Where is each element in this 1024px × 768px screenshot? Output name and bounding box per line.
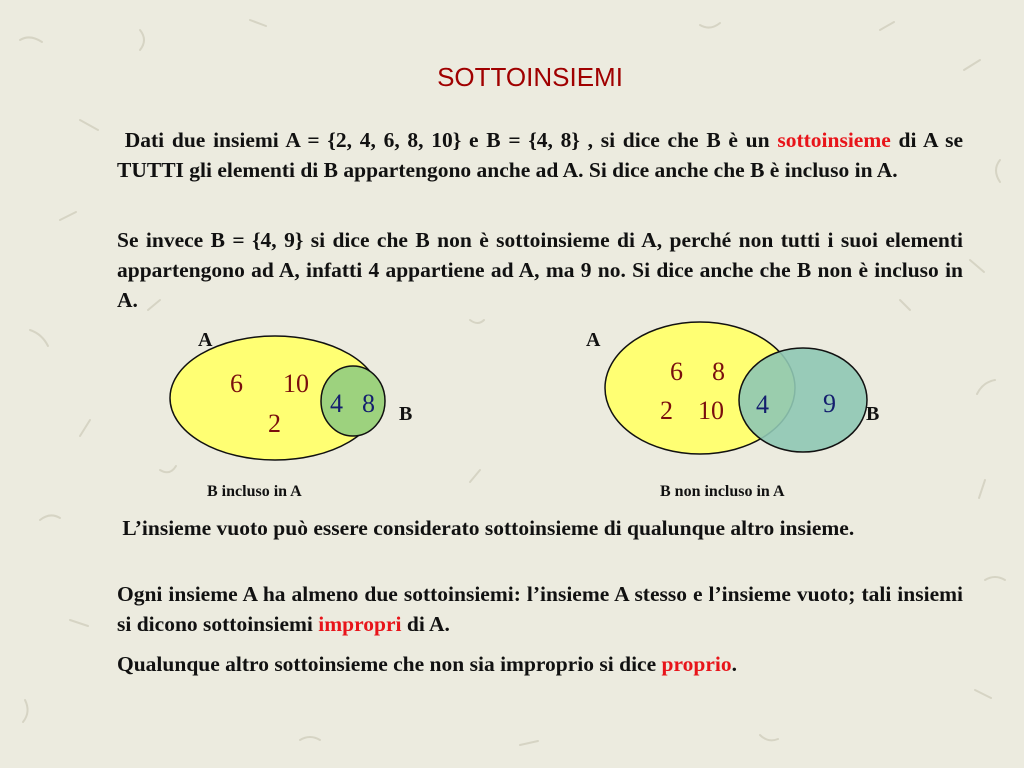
highlight-sottoinsieme: sottoinsieme bbox=[777, 128, 891, 152]
paragraph-counterexample: Se invece B = {4, 9} si dice che B non è sottoinsieme di A, perché non tutti i suoi elementi appartengono ad A, infatti 4 appartiene ad A, ma 9 no. Si dice anche che B non è incluso in A. bbox=[117, 228, 963, 312]
element-b-left: 8 bbox=[362, 389, 375, 418]
paragraph-improper-text: Ogni insieme A ha almeno due sottoinsiemi: l’insieme A stesso e l’insieme vuoto; tali insiemi si dicono sottoinsiemi bbox=[117, 582, 963, 636]
paragraph-definition-text-end: di A se TUTTI gli elementi di B appartengono anche ad A. Si dice anche che B è incluso in A. bbox=[117, 128, 963, 182]
paragraph-definition-text: Dati due insiemi A = {2, 4, 6, 8, 10} e B = {4, 8} , si dice che B è un bbox=[124, 128, 778, 152]
paragraph-empty-set bbox=[117, 513, 963, 543]
element-intersection-right: 4 bbox=[756, 390, 769, 419]
label-a-left: A bbox=[198, 329, 213, 351]
highlight-impropri: impropri bbox=[318, 612, 402, 636]
venn-right bbox=[586, 322, 879, 500]
page-title: SOTTOINSIEMI bbox=[437, 62, 623, 92]
venn-left bbox=[170, 329, 412, 500]
paragraph-proper-text-end: . bbox=[731, 652, 737, 676]
element-a-left: 10 bbox=[283, 369, 309, 398]
paragraph-proper-text: Qualunque altro sottoinsieme che non sia improprio si dice bbox=[117, 652, 662, 676]
element-a-left: 2 bbox=[268, 409, 281, 438]
caption-left: B incluso in A bbox=[207, 483, 302, 500]
element-a-right: 8 bbox=[712, 357, 725, 386]
label-a-right: A bbox=[586, 329, 601, 351]
element-a-right: 2 bbox=[660, 396, 673, 425]
element-a-right: 10 bbox=[698, 396, 724, 425]
paragraph-improper bbox=[117, 579, 963, 639]
element-a-right: 6 bbox=[670, 357, 683, 386]
element-b-left: 4 bbox=[330, 389, 343, 418]
paragraph-improper-text-end: di A. bbox=[401, 612, 450, 636]
caption-right: B non incluso in A bbox=[660, 483, 785, 500]
highlight-proprio: proprio bbox=[661, 652, 732, 676]
element-b-only-right: 9 bbox=[823, 389, 836, 418]
paragraph-empty-set-text: L’insieme vuoto può essere considerato sottoinsieme di qualunque altro insieme. bbox=[122, 516, 855, 540]
label-b-right: B bbox=[866, 403, 880, 425]
paragraph-proper bbox=[117, 649, 963, 679]
label-b-left: B bbox=[399, 403, 413, 425]
element-a-left: 6 bbox=[230, 369, 243, 398]
